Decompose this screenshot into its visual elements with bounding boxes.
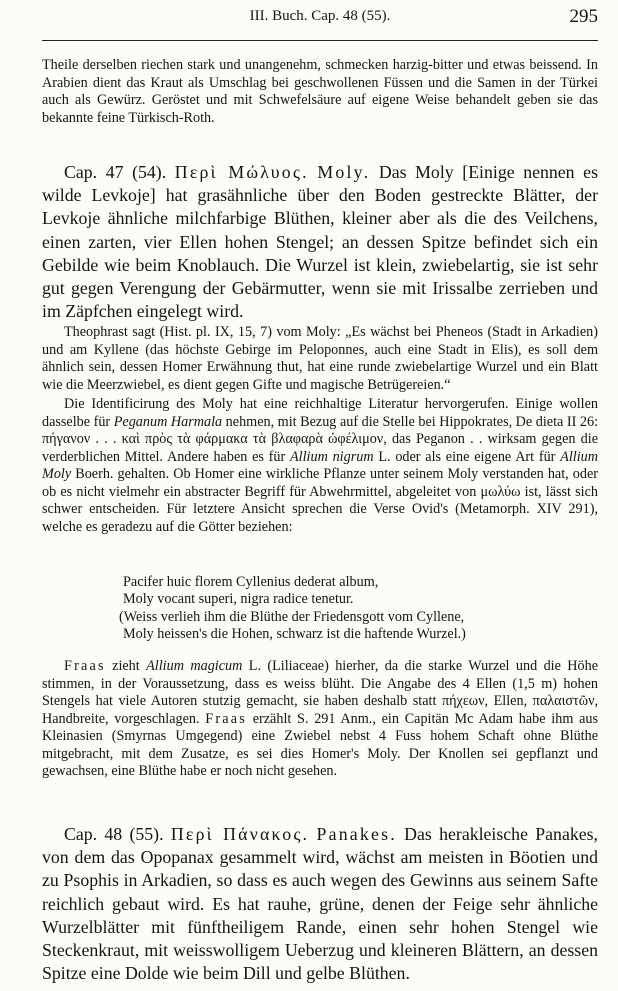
species-peganum: Peganum Harmala xyxy=(113,413,223,430)
text-run: Die Identificirung des Moly hat eine reichhaltige Literatur hervorgerufen. Einige wollen dasselbe für xyxy=(42,396,598,430)
chapter-47-text: Das Moly [Einige nennen es wilde Levkoje] hat grasähnliche über den Boden gestreckte Blätter, der Levkoje ähnliche milchfarbige Blüthen, kleiner aber als die des Veilchens, einen zarten, vier Ellen hohen Stengel; an dessen Spitze befindet sich ein Gebilde wie beim Knoblauch. Die Wurzel ist klein, zwiebelartig, sie ist sehr gut gegen Verengung der Gebärmutter, wenn sie mit Irissalbe zerrieben und im Zäpfchen eingelegt wird. xyxy=(42,162,598,322)
chapter-47-number: Cap. 47 (54). xyxy=(64,162,167,182)
text-run: Ellen, xyxy=(493,693,528,709)
chapter-48-number: Cap. 48 (55). xyxy=(64,824,164,844)
verse-translation-line: (Weiss verlieh ihm die Blüthe der Friedensgott vom Cyllene, xyxy=(119,608,465,625)
commentary-block-1 xyxy=(42,324,598,394)
chapter-48-greek-title: Περὶ Πάνακος. xyxy=(170,824,310,844)
greek-word: παλαιστῶν, xyxy=(532,693,599,709)
running-title: III. Buch. Cap. 48 (55). xyxy=(249,8,391,24)
text-run: Boerh. gehalten. Ob Homer eine wirkliche Pflanze unter seinem Moly verstanden hat, oder ob es nicht vielmehr ein abstracter Begriff für Abwehrmittel, abgeleitet von xyxy=(42,466,599,500)
text-run: ist, lässt sich schwer entscheiden. Für letztere Ansicht sprechen die Verse Ovid's (Metamorph. XIV 291), welche es geradezu auf die Götter beziehen: xyxy=(42,483,599,535)
species-allium-nigrum: Allium nigrum xyxy=(289,448,374,465)
page-header xyxy=(42,8,598,41)
text-run: L. (Liliaceae) hierher, da die starke Wurzel und die Höhe stimmen, in der Voraussetzung, dass es weiss blüht. Die Angabe des 4 Ellen (1,5 m) hohen Stengels hat viele Autoren stutzig gemacht, sie haben deshalb statt xyxy=(42,658,599,709)
text-run: erzählt S. 291 Anm., ein Capitän Mc Adam habe ihm aus Kleinasien (Smyrnas Umgegend) eine Zwiebel nebst 4 Fuss hohem Schaft ohne Blüthe mitgebracht, mit dem Zusatze, es sei dies Homer's Moly. Der Knollen sei gepflanzt und gewachsen, eine Blüthe habe er noch nicht gesehen. xyxy=(42,710,599,779)
chapter-47-greek-title: Περὶ Μώλυος. xyxy=(174,162,309,182)
text-run: Handbreite, vorgeschlagen. xyxy=(42,710,200,727)
chapter-47-paragraph xyxy=(42,161,598,323)
greek-word: πήχεων, xyxy=(441,693,489,709)
text-run: zieht xyxy=(112,658,140,674)
chapter-48 xyxy=(42,823,598,985)
chapter-47 xyxy=(42,161,598,323)
chapter-48-text: Das herakleische Panakes, von dem das Opopanax gesammelt wird, wächst am meisten in Böotien und zu Psophis in Arkadien, so dass es auch wegen des Gewinns aus seinem Safte reichlich gebaut wird. Es hat rauhe, grüne, denen der Feige sehr ähnliche Wurzelblätter mit fünftheiligem Rande, einen sehr hohen Stengel wie Steckenkraut, mit weisswolligem Ueberzug und kleineren Blättern, an dessen Spitze eine Dolde wie beim Dill und gelbe Blüthen. xyxy=(42,824,598,984)
top-paragraph-block xyxy=(42,57,598,127)
commentary-block-2 xyxy=(42,396,598,536)
chapter-47-latin-title: Moly. xyxy=(317,162,371,182)
verse-line: Pacifer huic florem Cyllenius dederat album, xyxy=(123,574,379,590)
verse-translation-line: Moly heissen's die Hohen, schwarz ist die haftende Wurzel.) xyxy=(123,626,466,643)
text-run: das Peganon . . wirksam gegen die verderblichen Mittel. Andere haben es für xyxy=(42,431,598,465)
greek-word: μωλύω xyxy=(480,483,521,500)
theophrast-paragraph: Theophrast sagt (Hist. pl. IX, 15, 7) vom Moly: „Es wächst bei Pheneos (Stadt in Arkadien) und am Kyllene (das höchste Gebirge im Peloponnes, auch eine Stadt in Elis), es soll dem ähnlich sein, dessen Homer Erwähnung thut, hat eine runde zwiebelartige Wurzel und ein Blatt wie die Meerzwiebel, es dient gegen Gifte und magische Betrügereien.“ xyxy=(42,324,598,393)
fraas-paragraph xyxy=(42,658,598,781)
page-number: 295 xyxy=(569,6,598,27)
text-run: nehmen, mit Bezug auf die Stelle bei Hippokrates, De dieta II 26: xyxy=(225,413,599,430)
chapter-48-latin-title: Panakes. xyxy=(316,824,397,844)
commentary-block-3 xyxy=(42,658,598,781)
top-paragraph: Theile derselben riechen stark und unangenehm, schmecken harzig-bitter und etwas beissend. In Arabien dient das Kraut als Umschlag bei geschwollenen Füssen und die Samen in der Türkei auch als Gewürz. Geröstet und mit Schwefelsäure auf eigene Weise behandelt geben sie das bekannte feine Türkisch-Roth. xyxy=(42,57,598,126)
author-fraas: Fraas xyxy=(205,710,247,727)
species-allium-magicum: Allium magicum xyxy=(146,658,243,674)
species-allium-moly: Allium Moly xyxy=(42,448,599,482)
ovid-verses xyxy=(119,574,603,644)
identification-paragraph xyxy=(42,396,598,536)
author-fraas: Fraas xyxy=(64,658,106,674)
greek-quote: πήγανον . . . καὶ πρὸς τὰ φάρμακα τὰ βλαφαρὰ ὠφέλιμον, xyxy=(42,431,387,447)
verse-line: Moly vocant superi, nigra radice tenetur. xyxy=(123,591,354,608)
chapter-48-paragraph xyxy=(42,823,598,985)
text-run: L. oder als eine eigene Art für xyxy=(378,448,556,465)
